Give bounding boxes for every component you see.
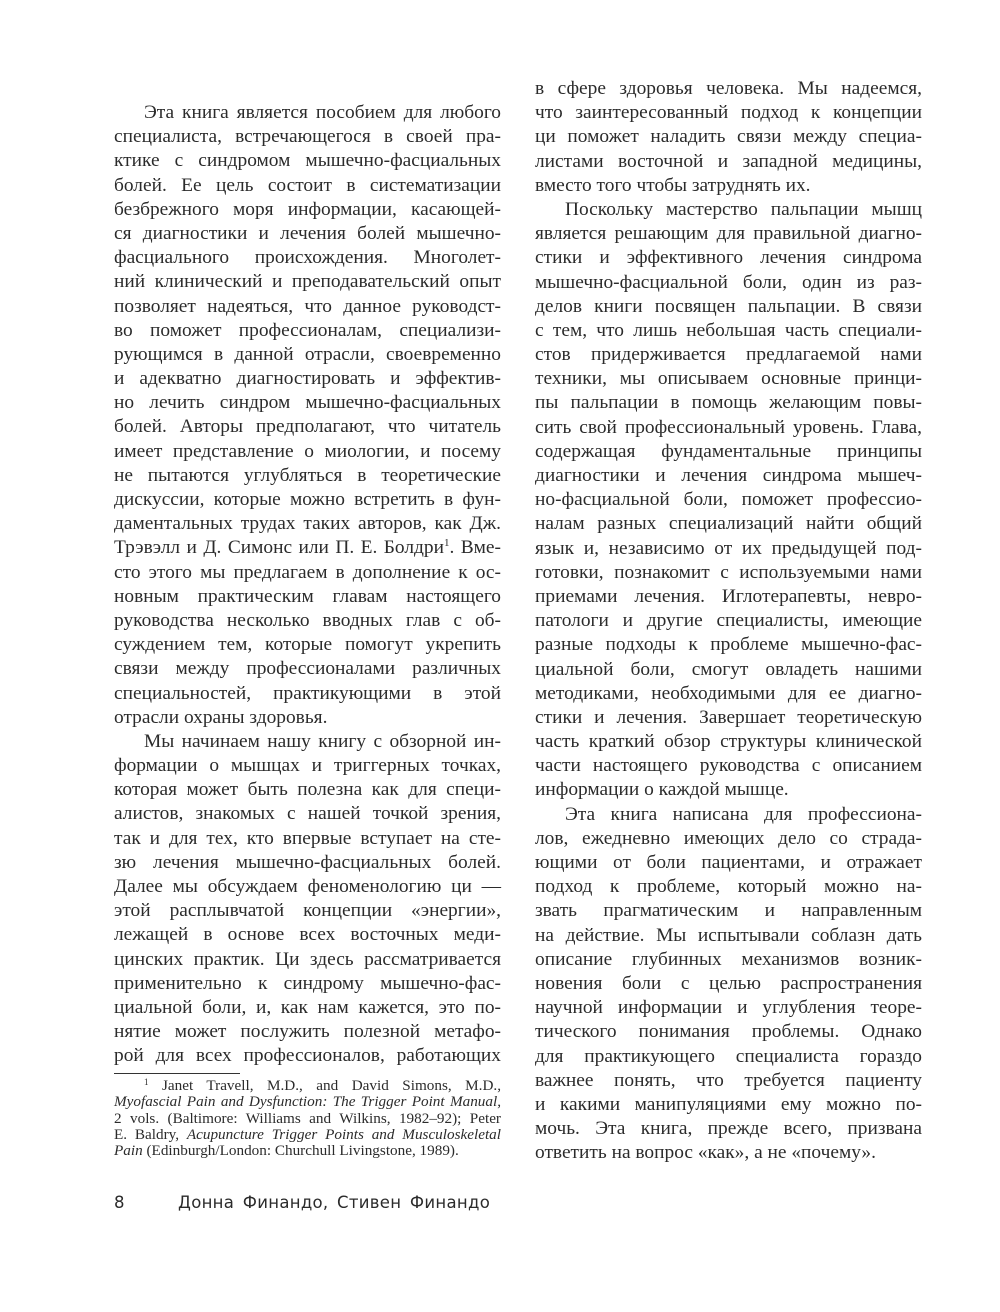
text-segment: Трэвэлл и Д. Симонс или П. Е. Болдри: [114, 537, 444, 559]
text-line: звать прагматическим и направленным: [535, 900, 922, 922]
text-line: ответить на вопрос «как», а не «почему».: [535, 1142, 876, 1164]
footnote: [114, 1078, 501, 1159]
footnote-text: (Edinburgh/London: Churchull Livingstone, 1989).: [142, 1142, 459, 1160]
text-line: новения боли с целью распространения: [535, 972, 922, 994]
footnote-text: ,: [497, 1093, 501, 1111]
text-line: Эта книга является пособием для любого: [144, 102, 501, 123]
text-line: не пытаются углубляться в теоретические: [114, 464, 501, 486]
text-line: во поможет профессионалам, специализи-: [114, 319, 501, 341]
text-line: мочь. Эта книга, прежде всего, призвана: [535, 1118, 922, 1140]
text-line: циальной боли, и, как нам кажется, это по-: [114, 996, 501, 1018]
footnote-book-title: Acupuncture Trigger Points and Musculoskeletal: [186, 1125, 501, 1143]
text-line: информации о каждой мышце.: [535, 779, 789, 801]
text-line: Мы начинаем нашу книгу с обзорной ин-: [144, 730, 501, 752]
text-line: и какими манипуляциями ему можно по-: [535, 1093, 922, 1115]
text-line: ктике с синдромом мышечно-фасциальных: [114, 150, 501, 172]
footnote-line: [114, 1078, 501, 1094]
text-line: мышечно-фасциальной боли, один из раз-: [535, 271, 922, 293]
text-line: патологи и другие специалисты, имеющие: [535, 610, 922, 632]
text-line: для практикующего специалиста гораздо: [535, 1045, 922, 1067]
text-line: части настоящего руководства с описанием: [535, 755, 922, 777]
text-line: ся диагностики и лечения болей мышечно-: [114, 222, 501, 244]
text-line: применительно к синдрому мышечно-фас-: [114, 972, 501, 994]
footnote-text: E. Baldry,: [114, 1125, 187, 1143]
text-line: дискуссии, которые можно встретить в фун-: [114, 489, 501, 510]
text-line: отрасли охраны здоровья.: [114, 706, 328, 728]
left-column: [114, 101, 501, 1069]
footnote-marker: 1: [144, 1077, 149, 1087]
text-line: рой для всех профессионалов, работающих: [114, 1045, 501, 1067]
footnote-line: [114, 1127, 501, 1143]
page-number: 8: [114, 1193, 125, 1212]
footnote-reference[interactable]: 1: [443, 537, 450, 550]
text-line: важнее понять, что требуется пациенту: [535, 1069, 922, 1091]
text-line: подход к проблеме, который можно на-: [535, 876, 922, 898]
text-line: на действие. Мы испытывали соблазн дать: [535, 924, 922, 946]
footnote-line: 2 vols. (Baltimore: Williams and Wilkins, 1982–92); Peter: [114, 1109, 501, 1127]
text-line: специалиста, встречающегося в своей пра-: [114, 126, 501, 148]
text-line: описание глубинных механизмов возник-: [535, 948, 922, 970]
text-line: тического понимания проблемы. Однако: [535, 1021, 922, 1043]
text-line: цинских практик. Ци здесь рассматривается: [114, 948, 501, 970]
text-line: даментальных трудах таких авторов, как Дж.: [114, 513, 501, 535]
text-line: так и для тех, кто впервые вступает на сте-: [114, 827, 501, 849]
text-line: болей. Ее цель состоит в систематизации: [114, 174, 501, 196]
text-line: ний клинический и преподавательский опыт: [114, 271, 501, 293]
text-line: позволяет надеяться, что данное руководст-: [114, 295, 501, 317]
text-line: специальностей, практикующими в этой: [114, 682, 501, 704]
text-line: налам разных специализаций найти общий: [535, 513, 922, 535]
text-line: лов, ежедневно имеющих дело со страда-: [535, 827, 922, 849]
text-line: пы пальпации в помощь желающим повы-: [535, 392, 922, 414]
text-line: диагностики и лечения синдрома мышеч-: [535, 465, 922, 486]
text-line: вместо того чтобы затруднять их.: [535, 174, 811, 196]
text-line-with-footnote-ref: [114, 536, 501, 560]
text-line: разные подходы к проблеме мышечно-фас-: [535, 634, 922, 656]
text-line: является решающим для правильной диагно-: [535, 223, 922, 245]
text-line: стов придерживается предлагаемой нами: [535, 344, 922, 366]
text-line: ющими от боли пациентами, и отражает: [535, 852, 922, 873]
text-segment: . Вме-: [449, 537, 501, 559]
text-line: но-фасциальной боли, поможет профессио-: [535, 489, 922, 511]
right-column: [535, 77, 922, 1165]
text-line: алистов, знакомых с нашей точкой зрения,: [114, 803, 501, 825]
text-line: приемами лечения. Иглотерапевты, невро-: [535, 585, 922, 607]
text-line: что заинтересованный подход к концепции: [535, 102, 922, 124]
text-line: Поскольку мастерство пальпации мышц: [565, 198, 922, 220]
text-line: рующимся в данной отрасли, своевременно: [114, 343, 501, 365]
text-line: готовки, познакомит с используемыми нами: [535, 561, 922, 583]
text-line: лежащей в основе всех восточных меди-: [114, 924, 501, 946]
footnote-line: [114, 1143, 501, 1159]
running-footer-authors: Донна Финандо, Стивен Финандо: [178, 1193, 491, 1212]
text-line: делов книги посвящен пальпации. В связи: [535, 295, 922, 317]
text-line: Эта книга написана для профессиона-: [565, 803, 922, 825]
text-line: листами восточной и западной медицины,: [535, 150, 922, 172]
text-line: суждением тем, которые помогут укрепить: [114, 634, 501, 656]
text-line: сто этого мы предлагаем в дополнение к ос-: [114, 561, 501, 583]
text-line: в сфере здоровья человека. Мы надеемся,: [535, 78, 922, 99]
text-line: научной информации и углубления теоре-: [535, 997, 922, 1019]
text-line: стики и лечения. Завершает теоретическую: [535, 706, 922, 728]
text-line: имеет представление о миологии, и посему: [114, 440, 501, 462]
text-line: новным практическим главам настоящего: [114, 585, 501, 607]
text-line: и адекватно диагностировать и эффектив-: [114, 368, 501, 390]
footnote-book-title: Myofascial Pain and Dysfunction: The Trigger Point Manual: [114, 1093, 498, 1111]
text-line: с тем, что лишь небольшая часть специали-: [535, 319, 922, 341]
footnote-line: [114, 1094, 501, 1110]
text-line: стики и эффективного лечения синдрома: [535, 247, 922, 269]
text-line: зю лечения мышечно-фасциальных болей.: [114, 851, 501, 873]
footnote-book-title: Pain: [114, 1142, 143, 1160]
text-line: содержащая фундаментальные принципы: [535, 440, 922, 462]
text-line: методиками, необходимыми для ее диагно-: [535, 682, 922, 704]
text-line: руководства несколько вводных глав с об-: [114, 609, 501, 631]
text-line: нятие может послужить полезной метафо-: [114, 1021, 501, 1043]
text-line: фасциального происхождения. Многолет-: [114, 247, 501, 269]
text-line: формации о мышцах и триггерных точках,: [114, 755, 501, 777]
text-line: язык и, независимо от их предыдущей под-: [535, 537, 922, 559]
text-line: циальной боли, смогут овладеть нашими: [535, 658, 922, 680]
text-line: которая может быть полезна как для специ-: [114, 779, 501, 801]
text-line: сить свой профессиональный уровень. Глава,: [535, 416, 922, 438]
text-line: этой расплывчатой концепции «энергии»,: [114, 900, 501, 922]
footnote-divider: [114, 1073, 240, 1074]
footnote-text: Janet Travell, M.D., and David Simons, M.D.,: [161, 1077, 502, 1094]
text-line: связи между профессионалами различных: [114, 658, 501, 680]
text-line: болей. Авторы предполагают, что читатель: [114, 416, 501, 438]
text-line: Далее мы обсуждаем феноменологию ци —: [114, 876, 501, 897]
text-line: часть краткий обзор структуры клинической: [535, 731, 922, 753]
text-line: безбрежного моря информации, касающей-: [114, 198, 501, 220]
text-line: но лечить синдром мышечно-фасциальных: [114, 392, 501, 414]
text-line: ци поможет наладить связи между специа-: [535, 126, 922, 148]
text-line: техники, мы описываем основные принци-: [535, 368, 922, 390]
